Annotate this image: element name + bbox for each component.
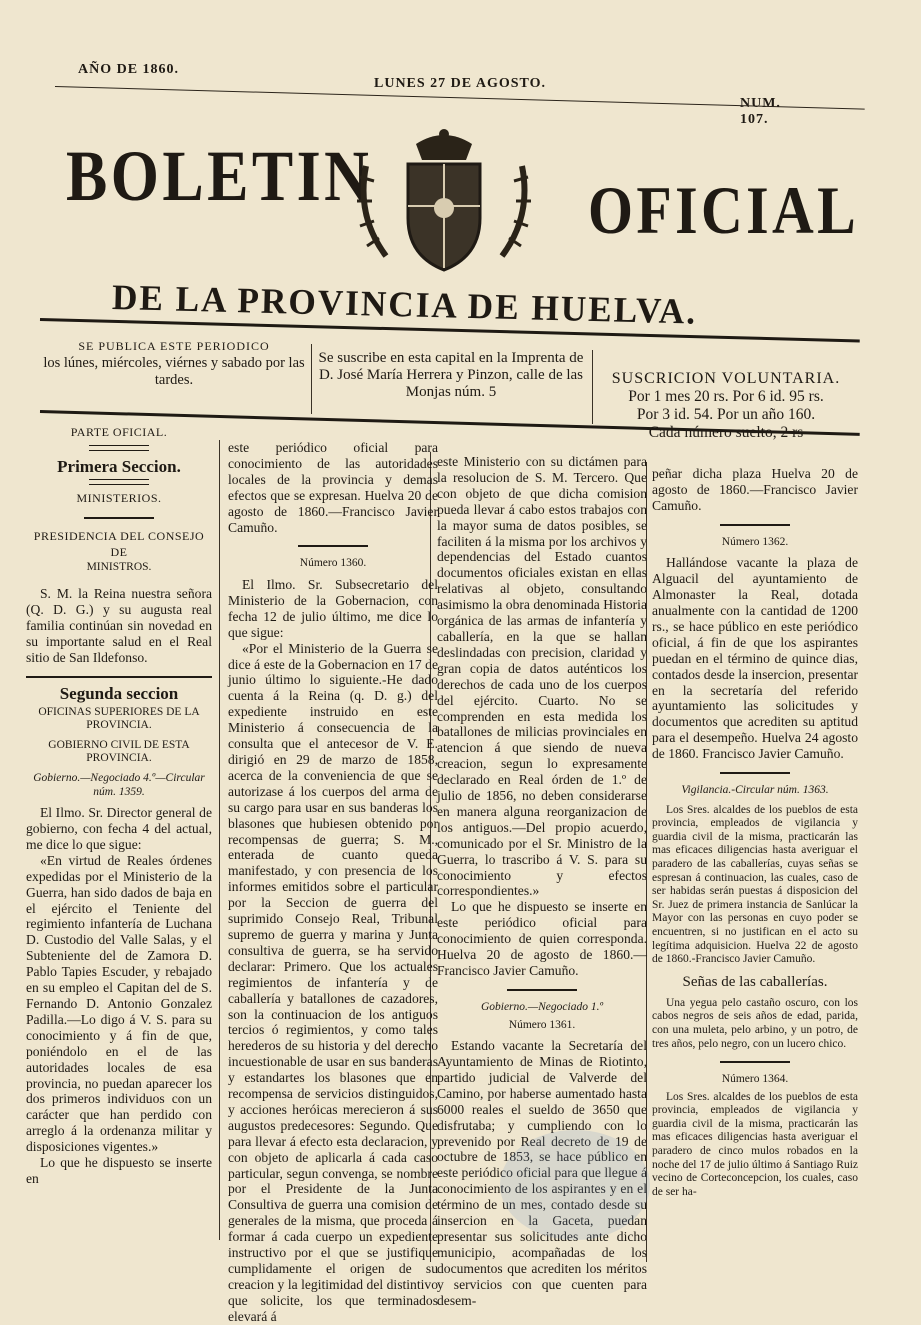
info-divider bbox=[311, 344, 312, 414]
paragraph: Hallándose vacante la plaza de Alguacil del ayuntamiento de Almonaster la Real, dotada anualmente con la cantidad de 1200 rs., se hace público en este periódico oficial, á fin de que los aspirantes puedan en el término de quince dias, contados desde la insercion, presentar en la secretaría del referido ayuntamiento las solicitudes y documentos que acrediten su aptitud para el desempeño. Huelva 24 agosto de 1860. Francisco Javier Camuño. bbox=[652, 555, 858, 762]
ornament bbox=[89, 479, 149, 485]
oficinas-heading: OFICINAS SUPERIORES DE LA bbox=[38, 705, 200, 718]
numero-heading: Número 1362. bbox=[721, 535, 789, 548]
separator bbox=[720, 772, 790, 774]
paragraph: El Ilmo. Sr. Subsecretario del Ministerio de la Gobernacion, con fecha 12 de julio último, me dice lo que sigue: bbox=[228, 577, 438, 640]
separator bbox=[84, 517, 154, 519]
column-divider bbox=[219, 440, 220, 1240]
subscription-place: Se suscribe en esta capital en la Imprenta de D. José María Herrera y Pinzon, calle de las Monjas núm. 5 bbox=[318, 350, 584, 400]
ornament bbox=[89, 445, 149, 451]
issue-number: NUM. 107. bbox=[740, 96, 781, 127]
subscription-price-1: Por 1 mes 20 rs. Por 6 id. 95 rs. bbox=[628, 388, 824, 405]
paragraph: este Ministerio con su dictámen para la resolucion de S. M. Tercero. Que con objeto de que dicha comision pueda llevar á cabo estos trabajos con la mayor suma de datos posibles, se faciliten á la misma por los archivos y dependencias del Estado cuantos documentos oficiales existan en ellas relativas al objeto, consultando asimismo la obra denominada Historia orgánica de las armas de infantería y caballería, en la que se hallan deslindadas con precision, claridad y gran copia de datos auténticos los derechos de cada uno de los cuerpos del ejército. Cuarto. No se comprenden en esta medida los batallones de milicias provinciales en atencion á que siendo de nueva creacion, segun lo expresamente declarado en Real órden de 1.º de julio de 1856, no deben considerarse en manera alguna reorganizacion de los antiguos.—Del propio acuerdo, comunicado por el Sr. Ministro de la Guerra, lo trascribo á V. S. para su conocimiento y efectos correspondientes.» bbox=[437, 454, 647, 899]
masthead-subtitle: DE LA PROVINCIA DE HUELVA. bbox=[111, 277, 698, 332]
date-label: LUNES 27 DE AGOSTO. bbox=[374, 76, 547, 91]
info-divider bbox=[592, 350, 593, 424]
section-rule bbox=[26, 676, 212, 678]
separator bbox=[720, 1061, 790, 1063]
parte-oficial-heading: PARTE OFICIAL. bbox=[70, 425, 168, 439]
paragraph: El Ilmo. Sr. Director general de gobierno, con fecha 4 del actual, me dice lo que sigue: bbox=[26, 805, 212, 852]
segunda-seccion-heading: Segunda seccion bbox=[59, 683, 179, 703]
library-stamp bbox=[500, 1130, 650, 1240]
numero-heading: Número 1361. bbox=[508, 1018, 576, 1031]
circular-heading: Gobierno.—Negociado 4.º—Circular núm. 1359. bbox=[33, 771, 205, 798]
year-label: AÑO DE 1860. bbox=[78, 62, 180, 77]
publication-info-days: los lúnes, miércoles, viérnes y sabado por las tardes. bbox=[43, 355, 305, 388]
ministros-heading: MINISTROS. bbox=[86, 560, 152, 573]
paragraph: Los Sres. alcaldes de los pueblos de esta provincia, empleados de vigilancia y guardia civil de la misma, practicarán las mas eficaces diligencias hasta averiguar el paradero de las caballerías, cuyas señas se espresan á continuacion, las cuales, caso de ser habidas serán puestas á disposicion del Sr. Juez de primera instancia de Sanlúcar la Mayor con las personas en cuyo poder se encuentren, si no justifican en el acto su legítima adquisicion. Huelva 22 de agosto de 1860.-Francisco Javier Camuño. bbox=[652, 803, 858, 966]
coat-of-arms-icon bbox=[346, 126, 542, 276]
gobierno-civil-heading: GOBIERNO CIVIL DE ESTA PROVINCIA. bbox=[48, 738, 190, 765]
publication-info-caps: SE PUBLICA ESTE PERIODICO bbox=[78, 339, 270, 353]
senas-heading: Señas de las caballerías. bbox=[682, 973, 828, 990]
column-4 bbox=[652, 466, 858, 1199]
paragraph: «Por el Ministerio de la Guerra se dice á este de la Gobernacion en 17 de junio último lo siguiente.-He dado cuenta á la Reina (q. D. g.) del expediente instruido en este Ministerio á consecuencia de la consulta que el antecesor de V. E. dirigió en 29 de marzo de 1858, acerca de la conveniencia de que se autorizase á los cuerpos del arma de su cargo para usar en sus banderas los blasones que hubiesen obtenido por recompensas de guerra; S. M., enterada de cuanto queda manifestado, y con presencia de los informes emitidos sobre el particular por la Seccion de guerra del suprimido Consejo Real, Tribunal supremo de guerra y marina y Junta consultiva de guerra, se ha servido declarar: Primero. Que los actuales regimientos de infantería y de caballería y batallones de cazadores, son la continuacion de los antiguos tercios ó regimientos, y como tales herederos de su historia y del derecho incuestionable de usar en sus banderas y estandartes los blasones que en recompensa de servicios distinguidos, y acciones heróicas merecieron á sus augustos predecesores: Segundo. Que para llevar á efecto esta declaracion, y con objeto de aplicarla á cada caso particular, segun convenga, se nombre por el Presidente de la Junta Consultiva de guerra una comision de generales de la misma, que proceda á formar á cada cuerpo un expediente instructivo por el que se justifique cumplidamente el origen de su creacion y la legitimidad del distintivo que solicite, los que terminados elevará á bbox=[228, 640, 438, 1324]
numero-heading: Número 1360. bbox=[299, 557, 367, 570]
masthead-left: BOLETIN bbox=[66, 136, 373, 216]
separator bbox=[298, 545, 368, 547]
paragraph: S. M. la Reina nuestra señora (Q. D. G.) y su augusta real familia continúan sin novedad en su importante salud en el Real sitio de San Ildefonso. bbox=[26, 586, 212, 665]
numero-heading: Número 1364. bbox=[721, 1073, 789, 1086]
paragraph: peñar dicha plaza Huelva 20 de agosto de 1860.—Francisco Javier Camuño. bbox=[652, 466, 858, 513]
column-2 bbox=[228, 440, 438, 1325]
ministerios-heading: MINISTERIOS. bbox=[76, 490, 162, 505]
subscription-title: SUSCRICION VOLUNTARIA. bbox=[611, 370, 841, 387]
primera-seccion-heading: Primera Seccion. bbox=[57, 456, 181, 476]
provincia-heading: PROVINCIA. bbox=[86, 719, 152, 732]
separator bbox=[720, 524, 790, 526]
paragraph: Estando vacante la Secretaría del Ayuntamiento de Minas de Riotinto, partido judicial de Valverde del Camino, por haberse aumentado hasta 6000 reales el sueldo de 3650 que disfrutaba; y cumpliendo con lo prevenido por Real decreto de 19 de octubre de 1853, se hace público en este periódico oficial para que llegue á conocimiento de los aspirantes y en el término de un mes, contado desde su insercion en la Gaceta, puedan presentar sus solicitudes ante dicho municipio, acompañadas de los documentos que acrediten los méritos y servicios con que cuenten para desem- bbox=[437, 1038, 647, 1308]
dateline bbox=[78, 62, 808, 127]
gobierno-heading: Gobierno.—Negociado 1.º bbox=[480, 1000, 604, 1013]
presidencia-heading: PRESIDENCIA DEL CONSEJO DE bbox=[33, 528, 205, 559]
publication-info bbox=[40, 338, 308, 389]
paragraph: este periódico oficial para conocimiento de las autoridades locales de la provincia y demas efectos que se expresan. Huelva 20 de agosto de 1860.—Francisco Javier Camuño. bbox=[228, 440, 438, 535]
separator bbox=[507, 989, 577, 991]
paragraph: Una yegua pelo castaño oscuro, con los cabos negros de seis años de edad, parida, con una muleta, pelo arbino, y un potro, de tres años, pelo negro, con un lucero chico. bbox=[652, 996, 858, 1050]
paragraph: «En virtud de Reales órdenes expedidas por el Ministerio de la Guerra, han sido dados de baja en el ejército el Teniente del regimiento infantería de Luchana D. Custodio del Valle Salas, y el Subteniente del de Zamora D. Pablo Tapies Escuder, y rebajado en su empleo el Capitan del de S. Fernando D. Antonio Gonzalez Padilla.—Lo digo á V. S. para su conocimiento y á fin de que, poniéndolo en el de las autoridades locales de esa provincia, no puedan aparecer los dos primeros individuos con un carácter que han perdido con arreglo á la ordenanza militar y disposiciones vigentes.» bbox=[26, 852, 212, 1155]
paragraph: Lo que he dispuesto se inserte en bbox=[26, 1155, 212, 1186]
subscription-price-3: Cada número suelto, 2 rs bbox=[648, 424, 804, 441]
column-1 bbox=[26, 425, 212, 1187]
paragraph: Los Sres. alcaldes de los pueblos de esta provincia, empleados de vigilancia y guardia civil de la misma, practicarán las mas eficaces diligencias hasta averiguar el paradero de cinco mulos robados en la noche del 17 de julio último á Santiago Ruiz vecino de Corteconcepcion, los cuales, caso de ser ha- bbox=[652, 1090, 858, 1198]
subscription-price-2: Por 3 id. 54. Por un año 160. bbox=[636, 406, 816, 423]
paragraph: Lo que he dispuesto se inserte en este periódico oficial para conocimiento de quien corresponda. Huelva 20 de agosto de 1860.—Francisco Javier Camuño. bbox=[437, 899, 647, 978]
vigilancia-heading: Vigilancia.-Circular núm. 1363. bbox=[681, 784, 829, 797]
masthead-right: OFICIAL bbox=[588, 172, 860, 248]
